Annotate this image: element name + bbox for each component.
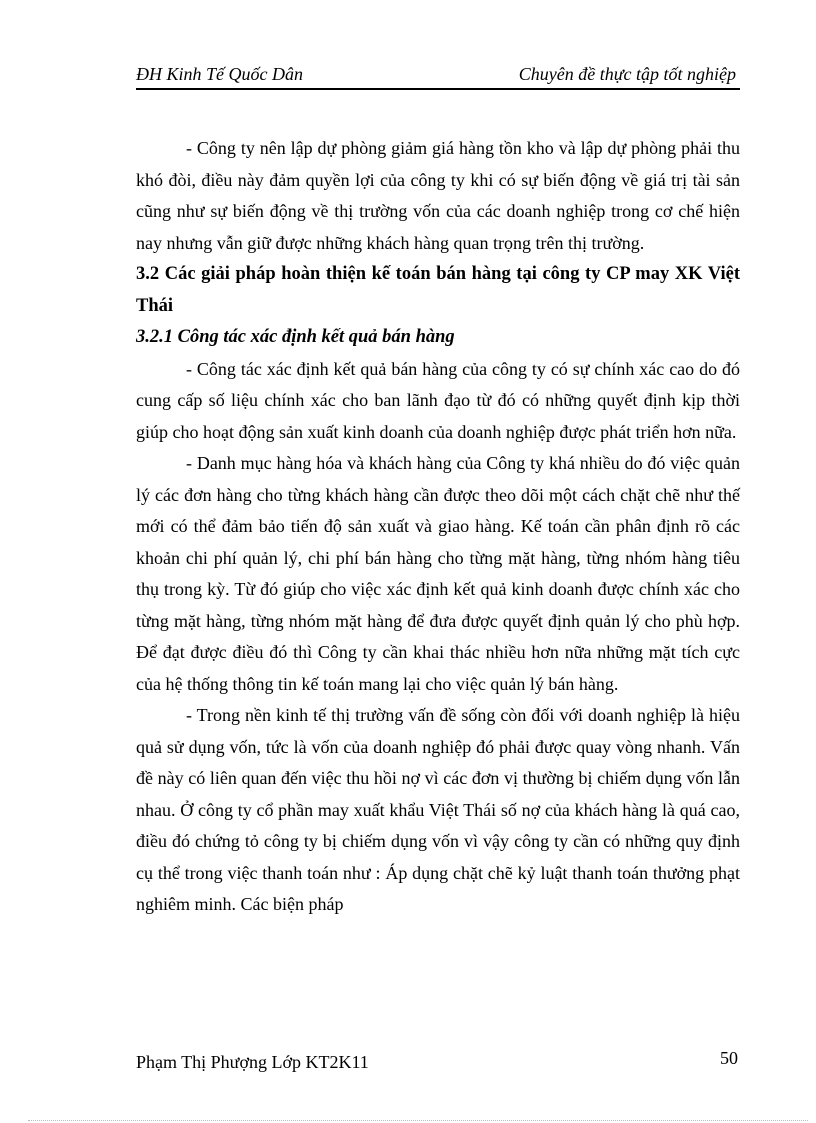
page-number: 50 [720, 1048, 738, 1068]
paragraph-4: - Trong nền kinh tế thị trường vấn đề sống còn đối với doanh nghiệp là hiệu quả sử dụng vốn, tức là vốn của doanh nghiệp đó phải được quay vòng nhanh. Vấn đề này có liên quan đến việc thu hồi nợ vì các đơn vị thường bị chiếm dụng vốn lẫn nhau. Ở công ty cổ phần may xuất khẩu Việt Thái số nợ của khách hàng là quá cao, điều đó chứng tỏ công ty bị chiếm dụng vốn vì vậy công ty cần có những quy định cụ thể trong việc thanh toán như : Áp dụng chặt chẽ kỷ luật thanh toán thưởng phạt nghiêm minh. Các biện pháp [136, 705, 740, 914]
header-document-title: Chuyên đề thực tập tốt nghiệp [518, 64, 736, 84]
subsection-heading-3-2-1: 3.2.1 Công tác xác định kết quả bán hàng [136, 327, 455, 347]
page-header [136, 62, 740, 90]
section-heading-3-2: 3.2 Các giải pháp hoàn thiện kế toán bán hàng tại công ty CP may XK Việt Thái [136, 264, 740, 316]
page-content [136, 133, 740, 921]
header-university: ĐH Kinh Tế Quốc Dân [136, 64, 303, 84]
paragraph-3: - Danh mục hàng hóa và khách hàng của Công ty khá nhiều do đó việc quản lý các đơn hàng cho từng khách hàng cần được theo dõi một cách chặt chẽ như thế mới có thể đảm bảo tiến độ sản xuất và giao hàng. Kế toán cần phân định rõ các khoản chi phí quản lý, chi phí bán hàng cho từng mặt hàng, từng nhóm hàng tiêu thụ trong kỳ. Từ đó giúp cho việc xác định kết quả kinh doanh được chính xác cho từng mặt hàng, từng nhóm mặt hàng để đưa được quyết định quản lý cho phù hợp. Để đạt được điều đó thì Công ty cần khai thác nhiều hơn nữa những mặt tích cực của hệ thống thông tin kế toán mang lại cho việc quản lý bán hàng. [136, 453, 740, 694]
page-bottom-divider [28, 1120, 808, 1121]
footer-author: Phạm Thị Phượng Lớp KT2K11 [136, 1052, 369, 1072]
paragraph-1: - Công ty nên lập dự phòng giảm giá hàng tồn kho và lập dự phòng phải thu khó đòi, điều này đảm quyền lợi của công ty khi có sự biến động về giá trị tài sản cũng như sự biến động về thị trường vốn của các doanh nghiệp trong cơ chế hiện nay nhưng vẫn giữ được những khách hàng quan trọng trên thị trường. [136, 138, 740, 253]
paragraph-2: - Công tác xác định kết quả bán hàng của công ty có sự chính xác cao do đó cung cấp số liệu chính xác cho ban lãnh đạo từ đó có những quyết định kịp thời giúp cho hoạt động sản xuất kinh doanh của doanh nghiệp được phát triển hơn nữa. [136, 358, 740, 442]
